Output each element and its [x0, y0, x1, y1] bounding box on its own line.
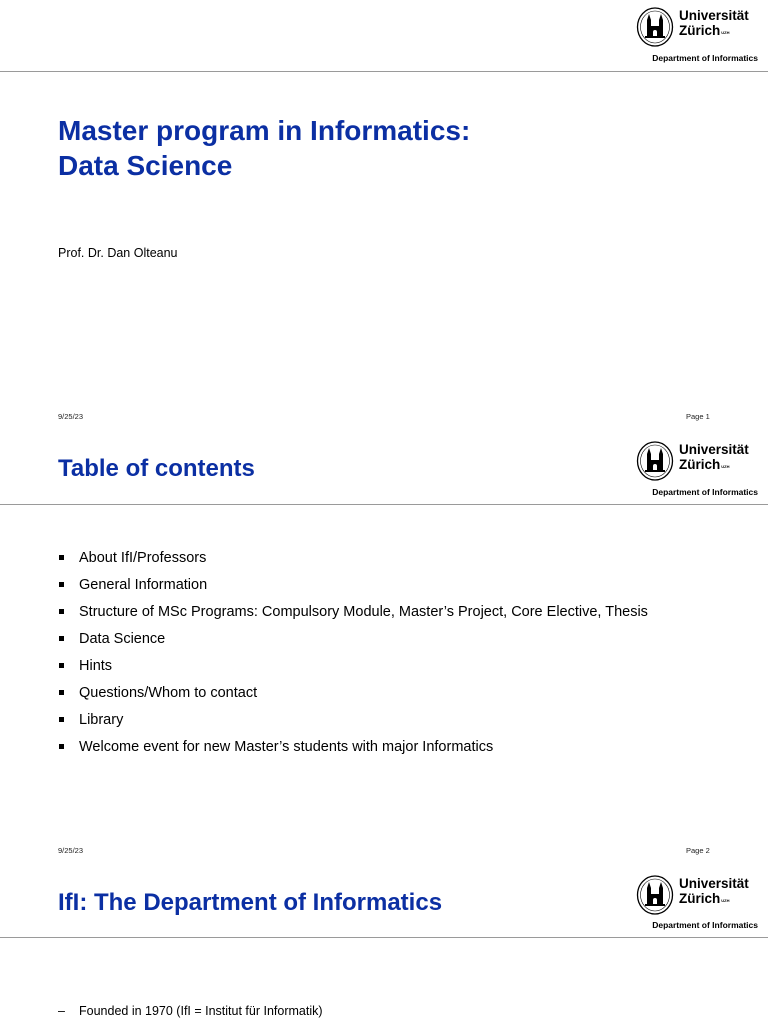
slide-title: [0, 0, 768, 434]
page-number: Page 1: [686, 412, 710, 421]
list-item: Library: [58, 710, 648, 737]
page-title: IfI: The Department of Informatics: [58, 889, 443, 916]
list-item: Structure of MSc Programs: Compulsory Module, Master’s Project, Core Elective, Thesis: [58, 602, 648, 629]
list-item: Welcome event for new Master’s students with major Informatics: [58, 737, 648, 764]
list-item: Questions/Whom to contact: [58, 683, 648, 710]
uzh-logo: [634, 441, 758, 485]
header-divider: [0, 937, 768, 938]
square-bullet-icon: [59, 555, 64, 560]
slide-table-of-contents: [0, 434, 768, 868]
department-label: Department of Informatics: [652, 487, 758, 497]
page-title: Table of contents: [58, 455, 255, 482]
department-label: Department of Informatics: [652, 53, 758, 63]
square-bullet-icon: [59, 744, 64, 749]
list-item: Hints: [58, 656, 648, 683]
list-item: Data Science: [58, 629, 648, 656]
list-item: General Information: [58, 575, 648, 602]
university-seal-icon: [636, 875, 674, 915]
university-seal-icon: [636, 7, 674, 47]
university-name: Universität Zürich$^{UZH}$: [679, 8, 749, 38]
page-title: Master program in Informatics: Data Science: [58, 115, 471, 181]
uzh-logo: [634, 875, 758, 919]
header-divider: [0, 71, 768, 72]
slide-department: [0, 868, 768, 1024]
square-bullet-icon: [59, 663, 64, 668]
list-item: – Founded in 1970 (IfI = Institut für Informatik): [58, 1004, 323, 1018]
university-seal-icon: [636, 441, 674, 481]
square-bullet-icon: [59, 717, 64, 722]
slide-date: 9/25/23: [58, 412, 84, 421]
slide-date: 9/25/23: [58, 846, 84, 855]
square-bullet-icon: [59, 582, 64, 587]
university-name: Universität Zürich$^{UZH}$: [679, 442, 749, 472]
list-item: About IfI/Professors: [58, 548, 648, 575]
toc-list: [58, 548, 648, 764]
square-bullet-icon: [59, 609, 64, 614]
page-number: Page 2: [686, 846, 710, 855]
square-bullet-icon: [59, 636, 64, 641]
dash-bullet: –: [58, 1004, 65, 1018]
university-name: Universität Zürich$^{UZH}$: [679, 876, 749, 906]
uzh-logo: [634, 7, 758, 51]
department-label: Department of Informatics: [652, 920, 758, 930]
square-bullet-icon: [59, 690, 64, 695]
author-name: Prof. Dr. Dan Olteanu: [58, 246, 178, 260]
header-divider: [0, 504, 768, 505]
